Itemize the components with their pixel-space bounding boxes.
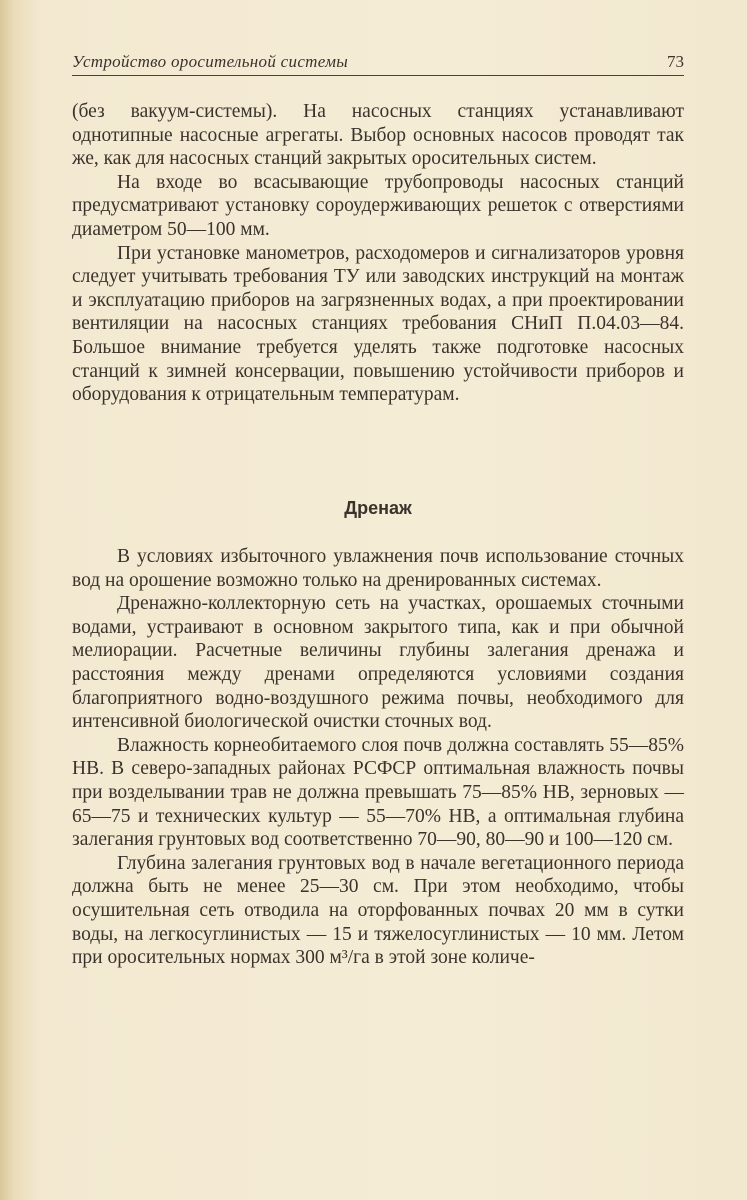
paragraph: Влажность корнеобитаемого слоя почв должна составлять 55—85% НВ. В северо-западных районах РСФСР оптимальная влажность почвы при возделывании трав не должна превышать 75—85% НВ, зерновых — 65—75 и технических культур — 55—70% НВ, а оптимальная глубина залегания грунтовых вод соответственно 70—90, 80—90 и 100—120 см. (72, 734, 684, 851)
paragraph: При установке манометров, расходомеров и сигнализаторов уровня следует учитывать требования ТУ или заводских инструкций на монтаж и эксплуатацию приборов на загрязненных водах, а при проектировании вентиляции на насосных станциях требования СНиП П.04.03—84. Большое внимание требуется уделять также подготовке насосных станций к зимней консервации, повышению устойчивости приборов и оборудования к отрицательным температурам. (72, 242, 684, 406)
running-head (72, 49, 684, 76)
running-head-title: Устройство оросительной системы (72, 52, 349, 71)
paragraph: (без вакуум-системы). На насосных станциях устанавливают однотипные насосные агрегаты. Выбор основных насосов проводят так же, как для насосных станций закрытых оросительных систем. (72, 101, 684, 170)
paragraph: На входе во всасывающие трубопроводы насосных станций предусматривают установку сороудерживающих решеток с отверстиями диаметром 50—100 мм. (72, 171, 684, 240)
text-block-bottom (72, 545, 684, 970)
paragraph: Дренажно-коллекторную сеть на участках, орошаемых сточными водами, устраивают в основном закрытого типа, как и при обычной мелиорации. Расчетные величины глубины залегания дренажа и расстояния между дренами определяются условиями создания благоприятного водно-воздушного режима почвы, необходимого для интенсивной биологической очистки сточных вод. (72, 593, 684, 733)
section-heading: Дренаж (344, 498, 412, 518)
paragraph: Глубина залегания грунтовых вод в начале вегетационного периода должна быть не менее 25—30 см. При этом необходимо, чтобы осушительная сеть отводила на оторфованных почвах 20 мм в сутки воды, на легкосуглинистых — 15 и тяжелосуглинистых — 10 мм. Летом при оросительных нормах 300 м³/га в этой зоне количе- (72, 852, 684, 969)
page-number: 73 (667, 52, 684, 71)
paragraph: В условиях избыточного увлажнения почв использование сточных вод на орошение возможно только на дренированных системах. (72, 546, 684, 591)
text-block-top (72, 100, 684, 407)
